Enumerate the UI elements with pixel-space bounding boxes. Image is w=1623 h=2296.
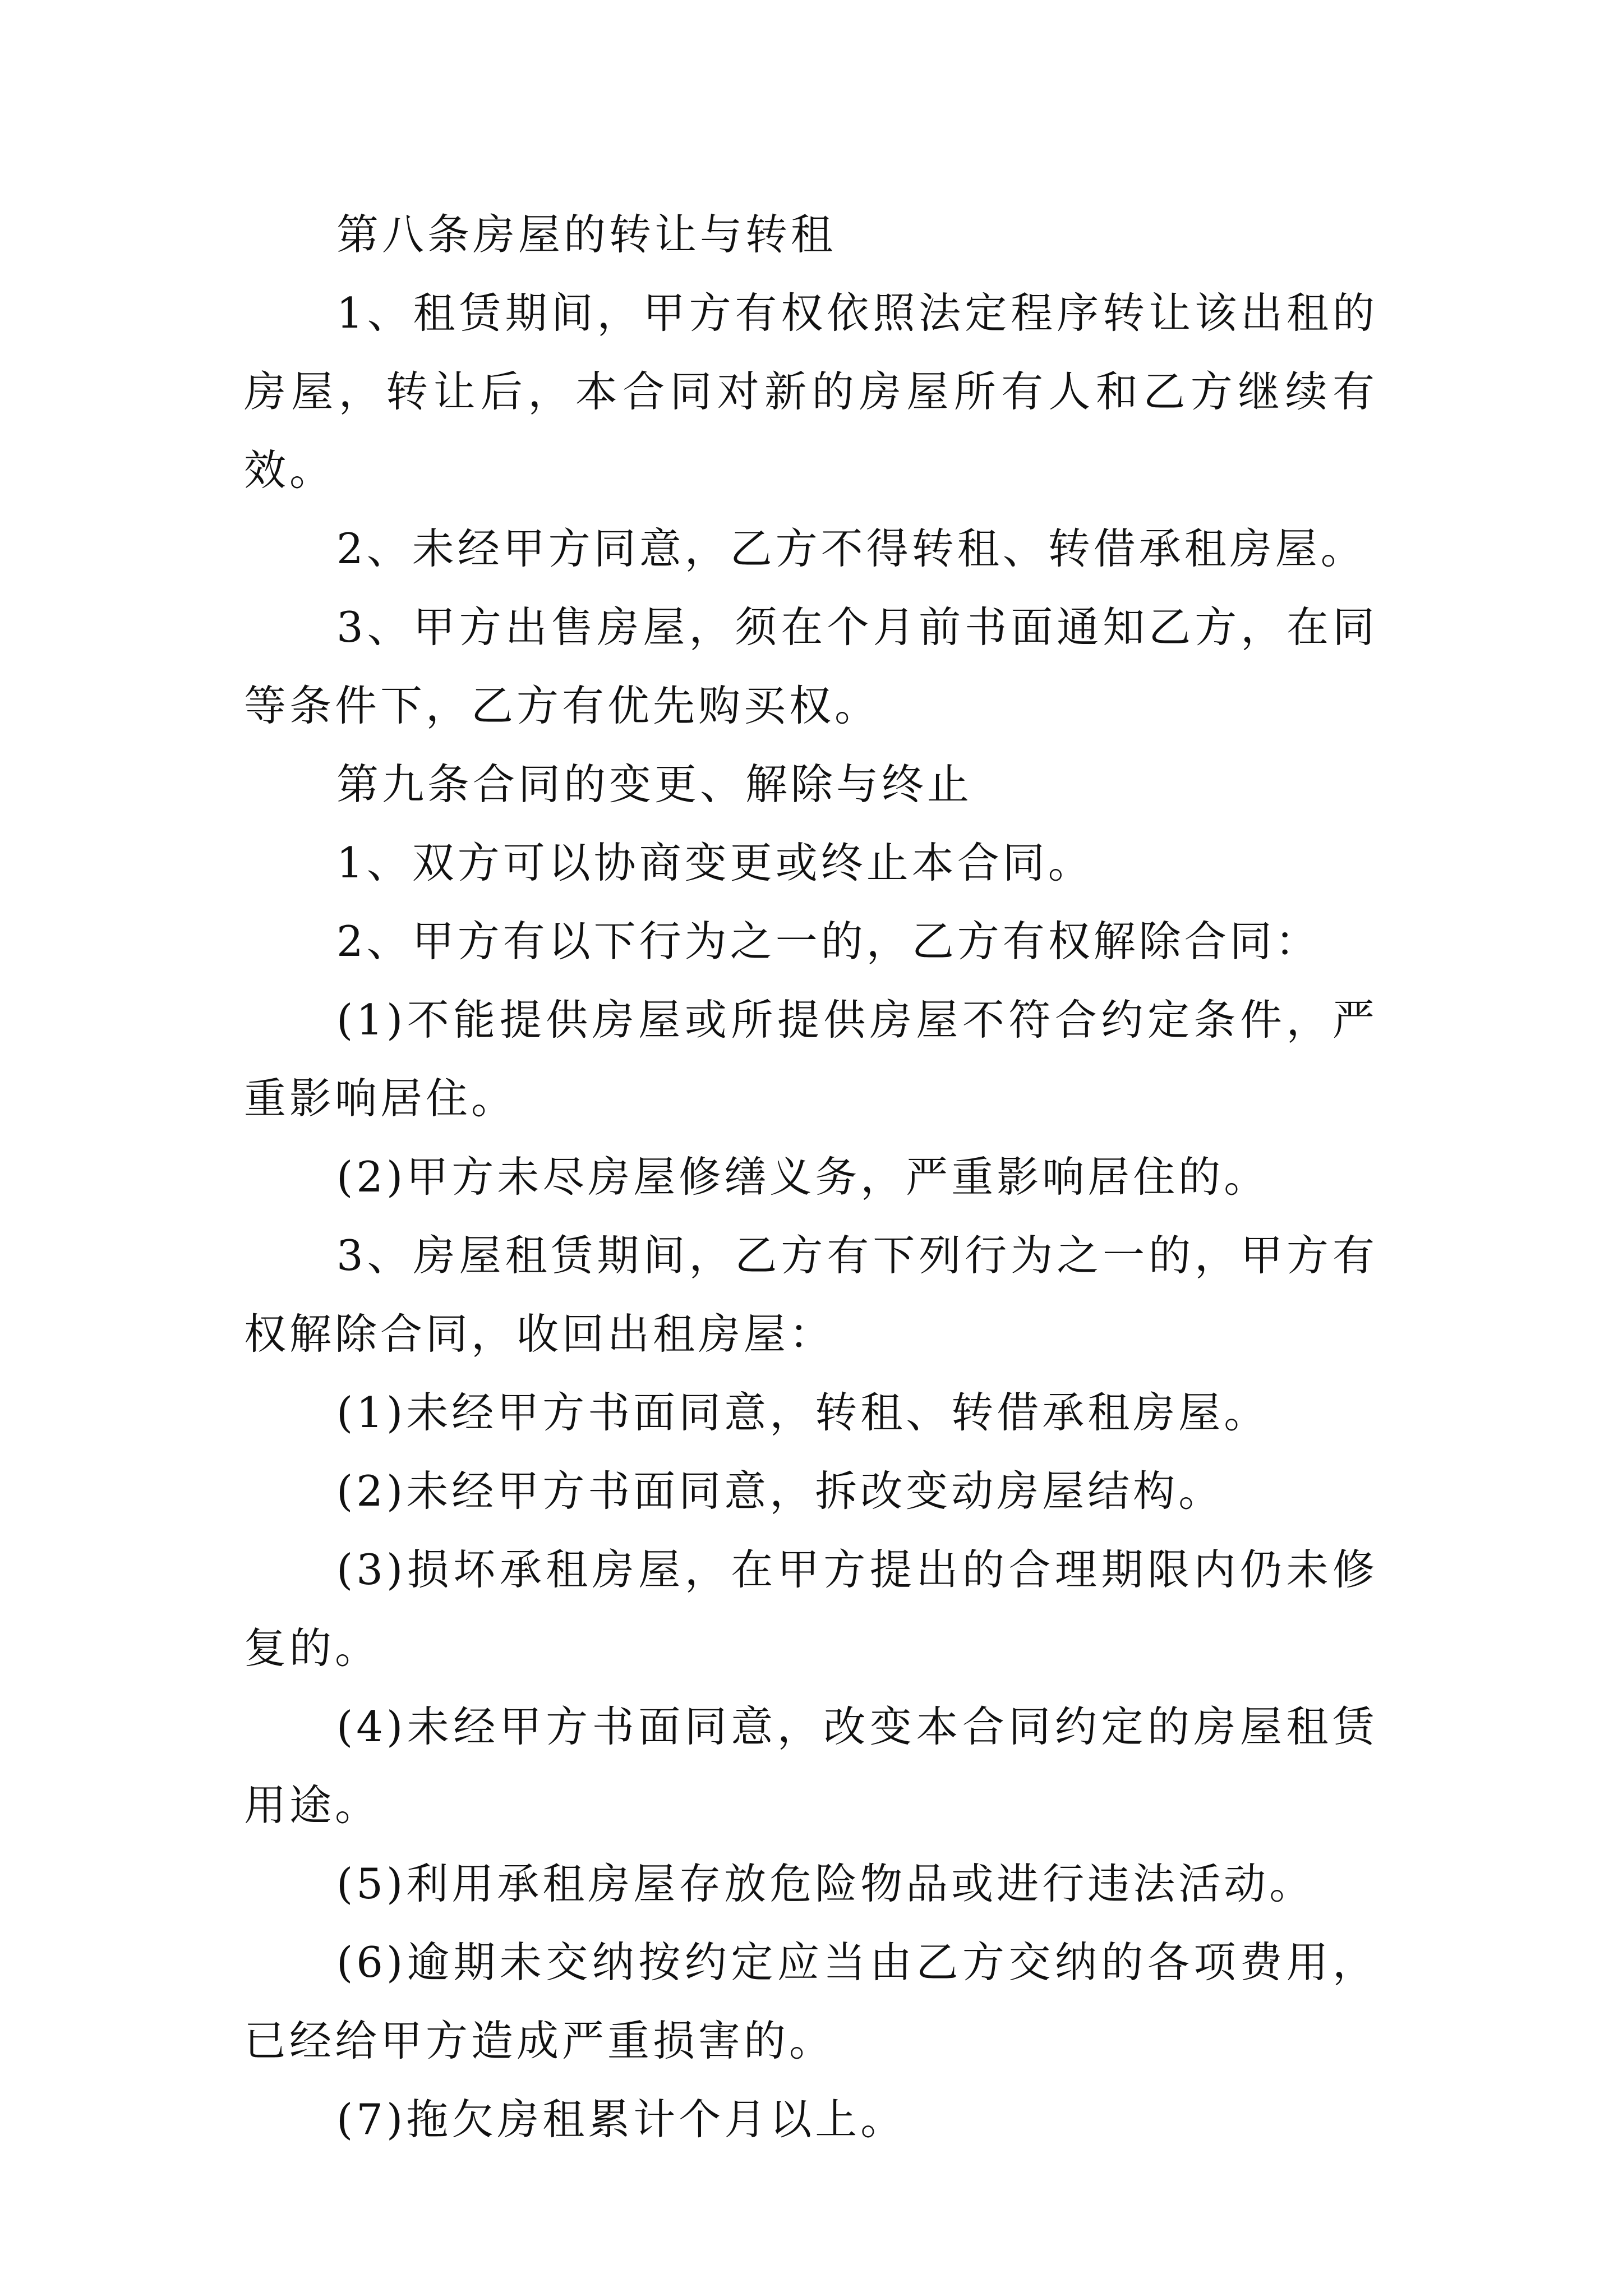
paragraph: 2、甲方有以下行为之一的，乙方有权解除合同：	[336, 917, 1321, 966]
list-item: (3)损坏承租房屋，在甲方提出的合理期限内仍未修复的。	[244, 1545, 1378, 1673]
list-item: (4)未经甲方书面同意，改变本合同约定的房屋租赁用途。	[244, 1702, 1378, 1830]
paragraph: 1、双方可以协商变更或终止本合同。	[336, 838, 1094, 887]
section-heading-article-9: 第九条合同的变更、解除与终止	[336, 760, 973, 809]
document-body	[244, 195, 1378, 2159]
paragraph: 2、未经甲方同意，乙方不得转租、转借承租房屋。	[336, 524, 1366, 573]
list-item: (1)未经甲方书面同意，转租、转借承租房屋。	[336, 1388, 1270, 1437]
section-heading-article-8: 第八条房屋的转让与转租	[336, 210, 837, 259]
list-item: (6)逾期未交纳按约定应当由乙方交纳的各项费用，已经给甲方造成严重损害的。	[244, 1938, 1378, 2065]
paragraph: 1、租赁期间，甲方有权依照法定程序转让该出租的房屋，转让后，本合同对新的房屋所有人和乙方继续有效。	[244, 288, 1378, 495]
list-item: (1)不能提供房屋或所提供房屋不符合约定条件，严重影响居住。	[244, 995, 1378, 1123]
list-item: (2)甲方未尽房屋修缮义务，严重影响居住的。	[336, 1152, 1270, 1202]
paragraph: 3、甲方出售房屋，须在个月前书面通知乙方，在同等条件下，乙方有优先购买权。	[244, 602, 1378, 730]
paragraph: 3、房屋租赁期间，乙方有下列行为之一的，甲方有权解除合同，收回出租房屋：	[244, 1231, 1378, 1359]
list-item: (7)拖欠房租累计个月以上。	[336, 2095, 906, 2144]
list-item: (2)未经甲方书面同意，拆改变动房屋结构。	[336, 1466, 1224, 1516]
list-item: (5)利用承租房屋存放危险物品或进行违法活动。	[336, 1859, 1315, 1908]
